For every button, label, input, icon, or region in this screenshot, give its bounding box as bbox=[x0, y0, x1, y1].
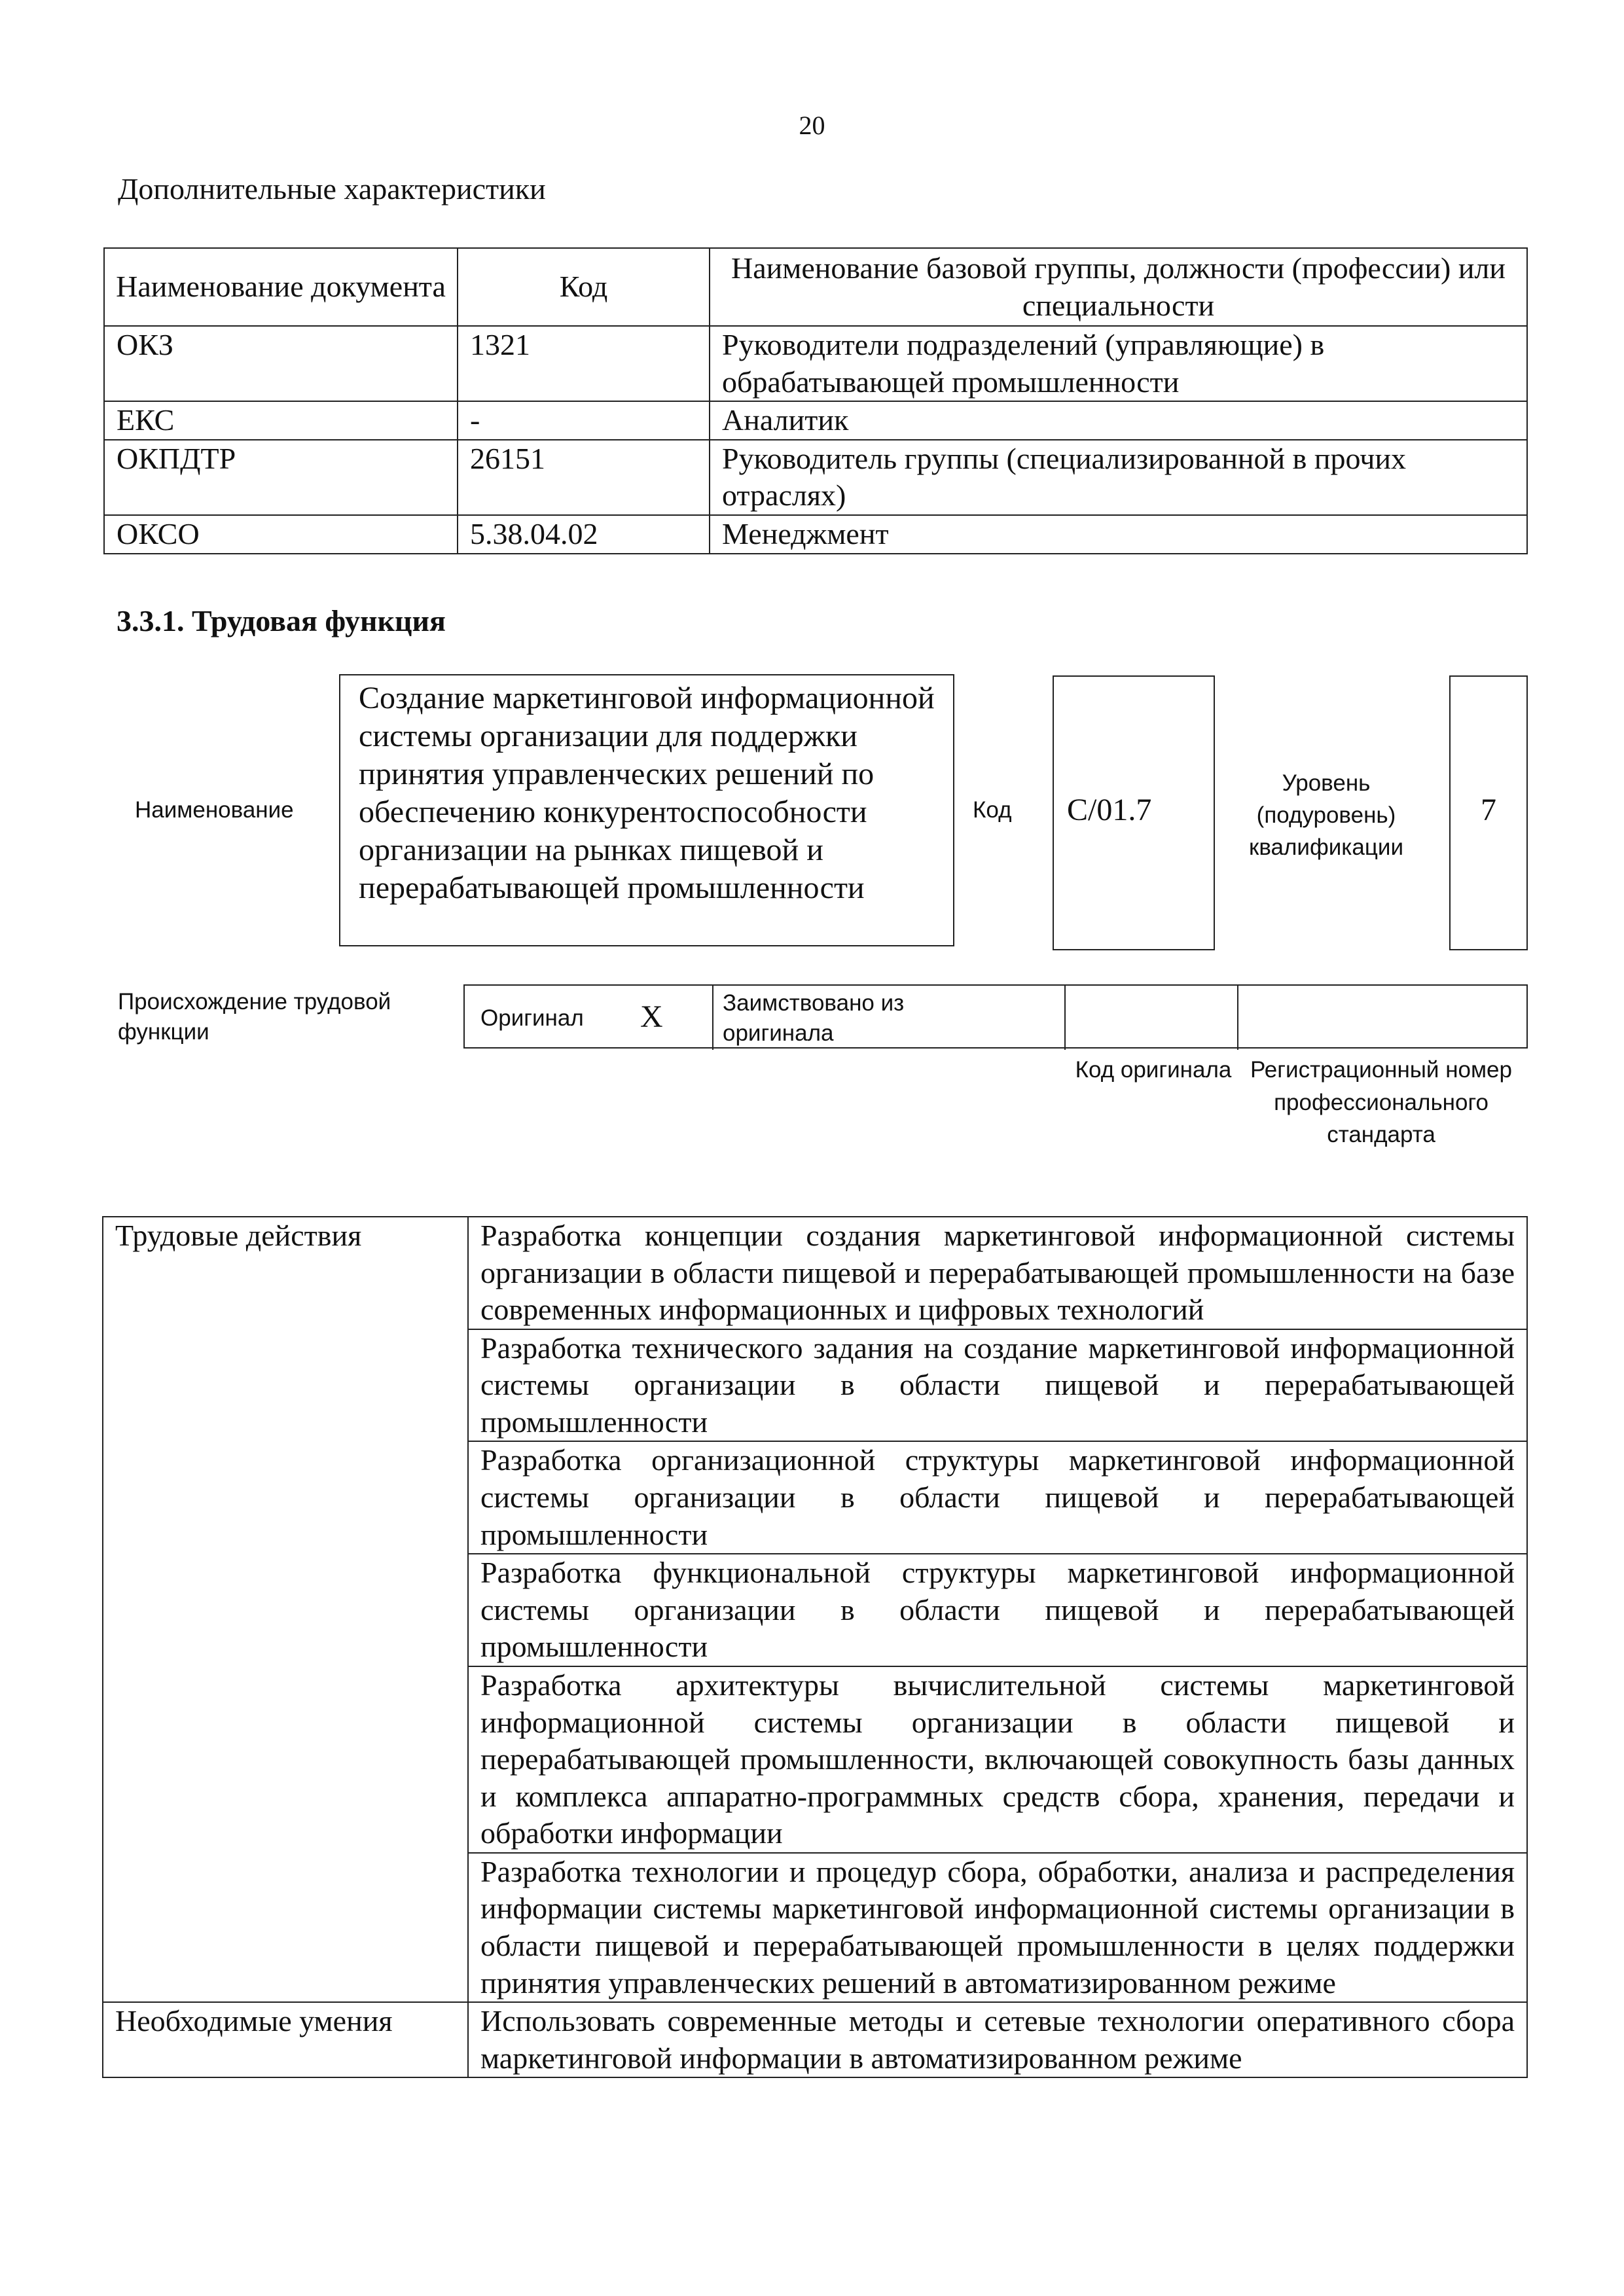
table-header-row bbox=[104, 248, 1527, 326]
original-label: Оригинал bbox=[480, 1005, 584, 1031]
labor-action: Разработка концепции создания маркетинговой информационной системы организации в области пищевой и перерабатывающей промышленности на базе современных информационных и цифровых технологий bbox=[468, 1217, 1527, 1329]
header-group-name: Наименование базовой группы, должности (профессии) или специальности bbox=[710, 248, 1527, 326]
function-code-box: C/01.7 bbox=[1053, 675, 1215, 950]
borrowed-label: Заимствовано из оригинала bbox=[723, 990, 905, 1046]
doc-cell: ЕКС bbox=[104, 401, 458, 440]
name-cell: Аналитик bbox=[710, 401, 1527, 440]
table-row bbox=[103, 1217, 1527, 1329]
labor-actions-label: Трудовые действия bbox=[103, 1217, 468, 2002]
doc-cell: ОКСО bbox=[104, 515, 458, 554]
code-cell: 26151 bbox=[458, 440, 710, 515]
name-cell: Руководитель группы (специализированной в прочих отраслях) bbox=[710, 440, 1527, 515]
table-row bbox=[104, 515, 1527, 554]
header-document: Наименование документа bbox=[104, 248, 458, 326]
code-cell: 5.38.04.02 bbox=[458, 515, 710, 554]
borrowed-cell bbox=[713, 986, 1066, 1050]
reg-number-cell bbox=[1238, 986, 1526, 1050]
origin-label: Происхождение трудовой функции bbox=[118, 989, 391, 1045]
header-code: Код bbox=[458, 248, 710, 326]
section-title: 3.3.1. Трудовая функция bbox=[117, 604, 446, 637]
required-skills-label: Необходимые умения bbox=[103, 2002, 468, 2077]
code-cell: 1321 bbox=[458, 326, 710, 401]
doc-cell: ОКЗ bbox=[104, 326, 458, 401]
table-row bbox=[104, 440, 1527, 515]
qualification-level-box: 7 bbox=[1449, 675, 1528, 950]
code-original-caption: Код оригинала bbox=[1075, 1057, 1232, 1083]
name-cell: Менеджмент bbox=[710, 515, 1527, 554]
labor-action: Разработка технологии и процедур сбора, обработки, анализа и распределения информации системы маркетинговой информационной системы организации в области пищевой и перерабатывающей промышленности в целях поддержки принятия управленческих решений в автоматизированном режиме bbox=[468, 1853, 1527, 2002]
code-label: Код bbox=[973, 797, 1012, 823]
labor-action: Разработка организационной структуры маркетинговой информационной системы организации в области пищевой и перерабатывающей промышленности bbox=[468, 1441, 1527, 1554]
code-cell: - bbox=[458, 401, 710, 440]
table-row bbox=[104, 401, 1527, 440]
additional-characteristics-table bbox=[103, 247, 1528, 554]
function-name-box: Создание маркетинговой информационной системы организации для поддержки принятия управленческих решений по обеспечению конкурентоспособности организации на рынках пищевой и перерабатывающей промышленности bbox=[339, 674, 954, 946]
doc-cell: ОКПДТР bbox=[104, 440, 458, 515]
name-label: Наименование bbox=[135, 797, 294, 823]
labor-action: Разработка архитектуры вычислительной системы маркетинговой информационной системы организации в области пищевой и перерабатывающей промышленности, включающей совокупность базы данных и комплекса аппаратно-программных средств сбора, хранения, передачи и обработки информации bbox=[468, 1666, 1527, 1853]
labor-action: Разработка технического задания на создание маркетинговой информационной системы организации в области пищевой и перерабатывающей промышленности bbox=[468, 1329, 1527, 1442]
original-mark: X bbox=[640, 999, 663, 1034]
labor-action: Разработка функциональной структуры маркетинговой информационной системы организации в области пищевой и перерабатывающей промышленности bbox=[468, 1554, 1527, 1666]
level-label: Уровень (подуровень) квалификации bbox=[1249, 770, 1403, 860]
original-cell bbox=[465, 986, 713, 1050]
required-skill: Использовать современные методы и сетевые технологии оперативного сбора маркетинговой информации в автоматизированном режиме bbox=[468, 2002, 1527, 2077]
original-code-cell bbox=[1066, 986, 1238, 1050]
table-row bbox=[103, 2002, 1527, 2077]
reg-number-caption: Регистрационный номер профессионального стандарта bbox=[1250, 1057, 1512, 1148]
table-row bbox=[104, 326, 1527, 401]
labor-actions-table bbox=[102, 1216, 1528, 2078]
name-cell: Руководители подразделений (управляющие) в обрабатывающей промышленности bbox=[710, 326, 1527, 401]
page-number: 20 bbox=[799, 111, 825, 140]
additional-characteristics-heading: Дополнительные характеристики bbox=[118, 172, 546, 206]
origin-row bbox=[463, 984, 1528, 1049]
